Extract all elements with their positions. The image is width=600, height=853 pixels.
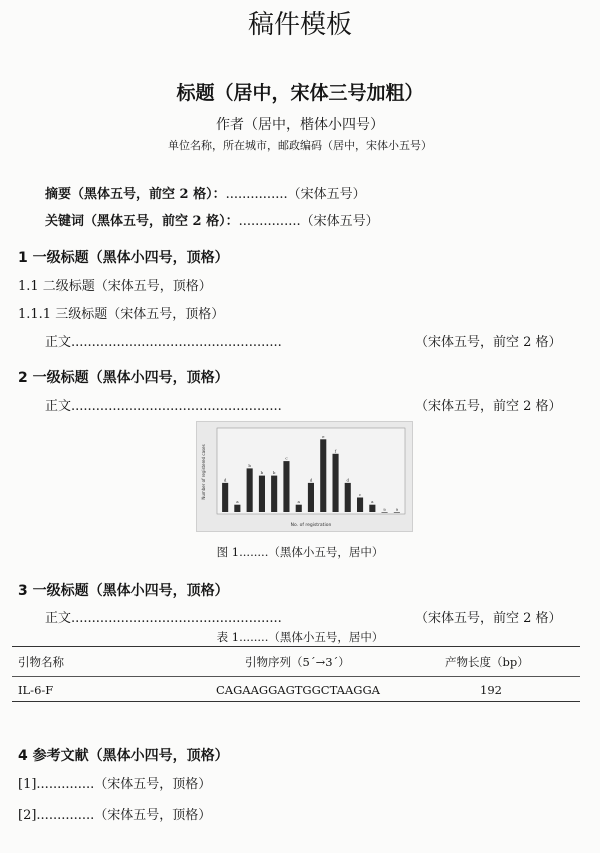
chart-bar	[320, 439, 326, 512]
table-cell-primer-sequence: CAGAAGGAGTGGCTAAGGA	[216, 683, 380, 697]
abstract-note: （宋体五号）	[287, 187, 366, 202]
chart-bar-label: f	[334, 448, 337, 454]
chart-bar	[247, 468, 253, 512]
chart-bar	[357, 498, 363, 513]
chart-bar-label: a	[395, 506, 399, 512]
reference-2-dots: ..............	[36, 808, 95, 823]
chart-bar-label: a	[371, 499, 374, 505]
author-line: 作者（居中，楷体小四号）	[216, 117, 384, 133]
keywords-label: 关键词（黑体五号，前空 2 格）：	[45, 214, 239, 229]
chart-bar-label: c	[285, 455, 288, 461]
chart-bar-label: d	[223, 477, 227, 483]
table-cell-product-length: 192	[480, 683, 502, 697]
chart-bar	[345, 483, 351, 512]
article-title: 标题（居中，宋体三号加粗）	[176, 82, 424, 104]
figure-1-caption: 图 1........（黑体小五号，居中）	[216, 545, 384, 559]
section2-body-note: （宋体五号，前空 2 格）	[415, 399, 562, 414]
abstract-line	[45, 183, 366, 202]
reference-2-number: [2]	[18, 808, 37, 823]
chart-bar	[234, 505, 240, 512]
keywords-note: （宋体五号）	[300, 214, 379, 229]
chart-bar	[296, 505, 302, 512]
chart-bar-label: b	[260, 470, 264, 476]
chart-bar	[271, 476, 277, 512]
chart-bar	[283, 461, 289, 512]
chart-bar-label: e	[322, 433, 325, 439]
figure-1-chart	[196, 421, 413, 532]
section4-heading: 4 参考文献（黑体小四号，顶格）	[18, 748, 229, 764]
chart-bar-label: a	[236, 499, 239, 505]
section1-heading: 1 一级标题（黑体小四号，顶格）	[18, 250, 229, 266]
bar-chart-svg	[197, 422, 412, 531]
table-header-product-length: 产物长度（bp）	[445, 655, 529, 669]
reference-2-note: （宋体五号，顶格）	[94, 808, 212, 823]
section3-body: 正文...................................................	[45, 611, 282, 626]
section1-body-note: （宋体五号，前空 2 格）	[415, 335, 562, 350]
reference-1	[18, 773, 211, 792]
chart-bar	[394, 512, 400, 513]
section3-body-note: （宋体五号，前空 2 格）	[415, 611, 562, 626]
section2-heading: 2 一级标题（黑体小四号，顶格）	[18, 370, 229, 386]
section1-subheading: 1.1 二级标题（宋体五号，顶格）	[18, 279, 212, 294]
table-header-primer-sequence: 引物序列（5´→3´）	[245, 655, 350, 669]
page-title: 稿件模板	[247, 10, 352, 40]
table-1-caption: 表 1........（黑体小五号，居中）	[216, 630, 384, 644]
reference-1-note: （宋体五号，顶格）	[94, 777, 212, 792]
abstract-dots: ...............	[225, 187, 288, 202]
chart-bar	[259, 476, 265, 512]
chart-bar	[333, 454, 339, 512]
section1-subsubheading: 1.1.1 三级标题（宋体五号，顶格）	[18, 307, 225, 322]
abstract-label: 摘要（黑体五号，前空 2 格）：	[45, 187, 226, 202]
section2-body: 正文...................................................	[45, 399, 282, 414]
section1-body: 正文...................................................	[45, 335, 282, 350]
reference-2	[18, 804, 211, 823]
chart-bar	[308, 483, 314, 512]
chart-bar-label: d	[309, 477, 313, 483]
chart-bar-label: b	[272, 470, 276, 476]
chart-x-axis-label: No. of registration	[290, 523, 332, 528]
section3-heading: 3 一级标题（黑体小四号，顶格）	[18, 583, 229, 599]
chart-bar-label: b	[248, 462, 251, 468]
chart-bar-label: d	[346, 477, 350, 483]
reference-1-number: [1]	[18, 777, 37, 792]
chart-bar-label: c	[358, 492, 362, 497]
table-bottom-rule	[12, 701, 580, 702]
table-mid-rule	[12, 676, 580, 677]
affiliation-line: 单位名称，所在城市，邮政编码（居中，宋体小五号）	[168, 139, 432, 152]
chart-bar	[222, 483, 228, 512]
chart-bar	[382, 512, 388, 513]
reference-1-dots: ..............	[36, 777, 95, 792]
keywords-line	[45, 210, 379, 229]
chart-bar-label: a	[297, 499, 300, 505]
chart-y-axis-label: Number of registered cases	[201, 444, 206, 500]
table-header-primer-name: 引物名称	[18, 655, 64, 669]
keywords-dots: ...............	[238, 214, 301, 229]
chart-bar-label: a	[383, 506, 386, 512]
table-cell-primer-name: IL-6-F	[18, 683, 54, 697]
table-top-rule	[12, 646, 580, 647]
chart-bar	[369, 505, 375, 512]
